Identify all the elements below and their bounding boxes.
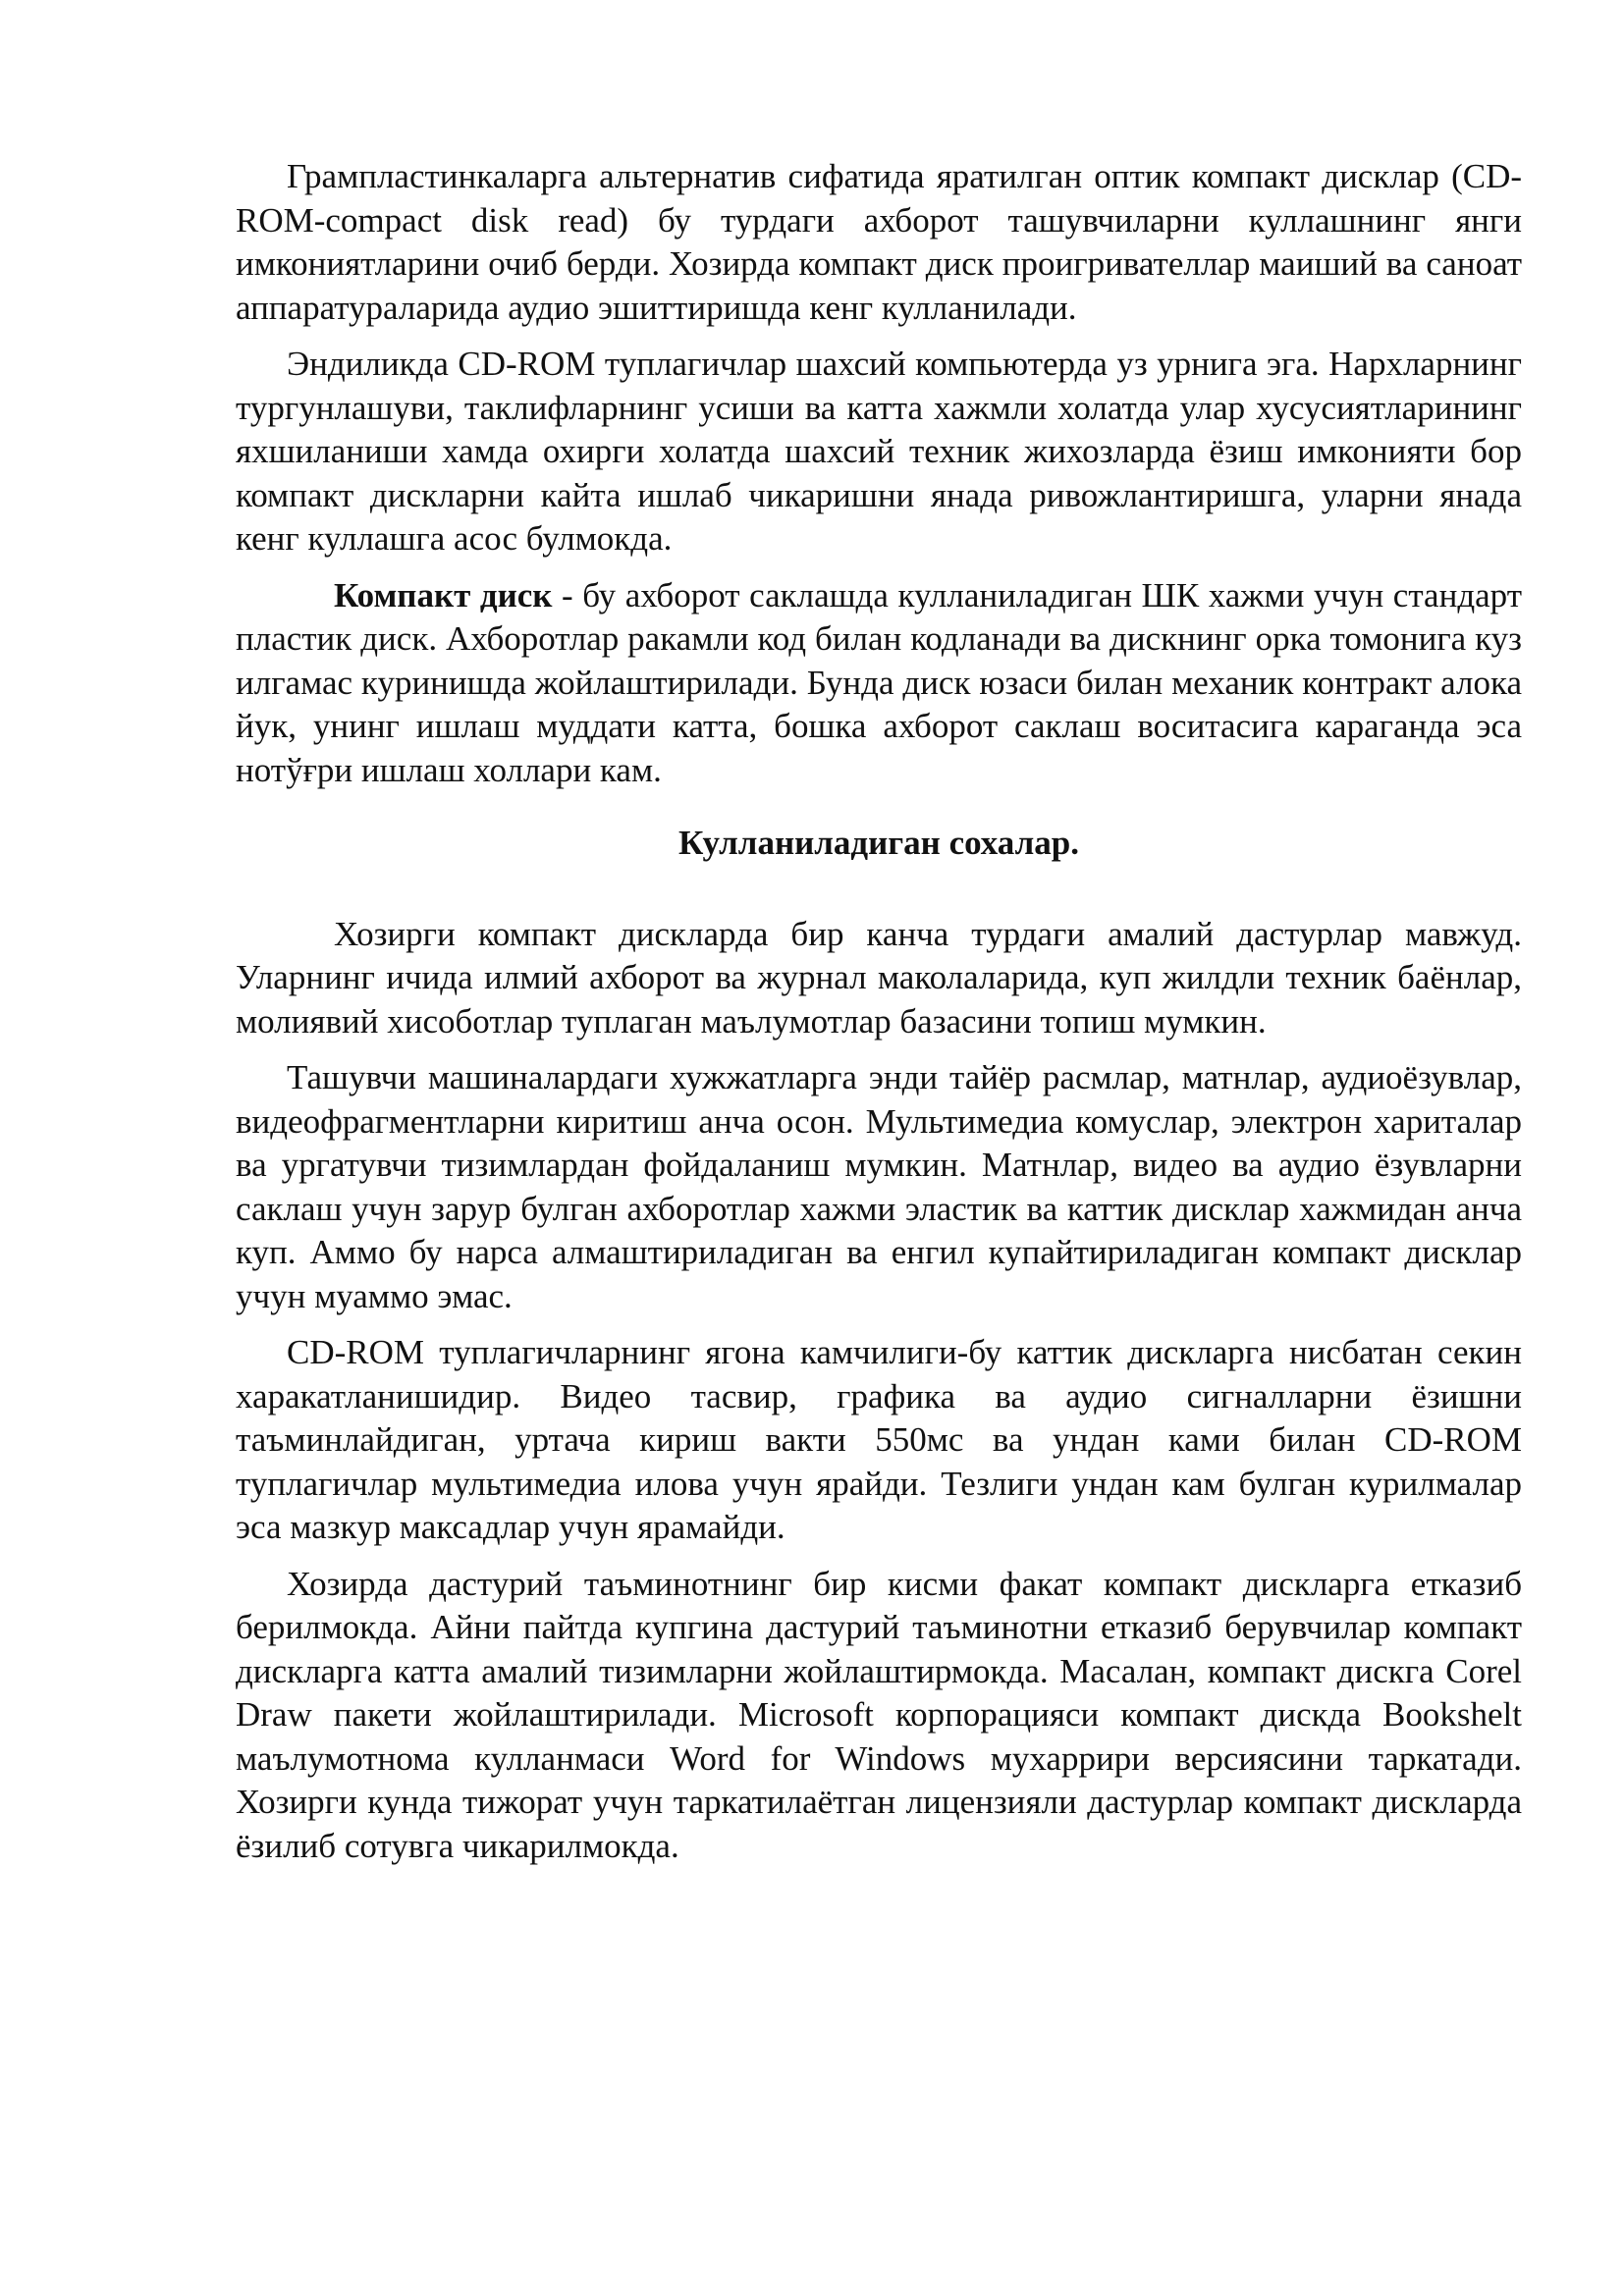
paragraph-software: Хозирда дастурий таъминотнинг бир кисми факат компакт дискларга етказиб берилмокда. Айни пайтда купгина дастурий таъминотни етказиб берувчилар компакт дискларга катта амалий тизимларни жойлаштирмокда. Масалан, компакт дискга Corel Draw пакети жойлаштирилади. Microsoft корпорацияси компакт дискда Bookshelt маълумотнома кулланмаси Word for Windows мухаррири версиясини таркатади. Хозирги кунда тижорат учун таркатилаётган лицензияли дастурлар компакт дискларда ёзилиб сотувга чикарилмокда. bbox=[236, 1564, 1522, 1865]
defined-term: Компакт диск bbox=[334, 575, 553, 614]
paragraph-drawbacks: CD-ROM туплагичларнинг ягона камчилиги-бу каттик дискларга нисбатан секин харакатланишидир. Видео тасвир, графика ва аудио сигналларни ёзишни таъминлайдиган, уртача кириш вакти 550мс ва ундан ками билан CD-ROM туплагичлар мультимедиа илова учун ярайди. Тезлиги ундан кам булган курилмалар эса мазкур максадлар учун ярамайди. bbox=[236, 1333, 1522, 1546]
paragraph-definition bbox=[236, 574, 1522, 793]
section-heading: Кулланиладиган сохалар. bbox=[678, 824, 1079, 862]
paragraph-applications: Хозирги компакт дискларда бир канча турдаги амалий дастурлар мавжуд. Уларнинг ичида илмий ахборот ва журнал маколаларида, куп жилдли техник баёнлар, молиявий хисоботлар туплаган маълумотлар базасини топиш мумкин. bbox=[236, 914, 1522, 1041]
paragraph-cd-rom-drives: Эндиликда CD-ROM туплагичлар шахсий компьютерда уз урнига эга. Нархларнинг тургунлашуви, таклифларнинг усиши ва катта хажмли холатда улар хусусиятларининг яхшиланиши хамда охирги холатда шахсий техник жихозларда ёзиш имконияти бор компакт дискларни кайта ишлаб чикаришни янада ривожлантиришга, уларни янада кенг куллашга асос булмокда. bbox=[236, 345, 1522, 558]
document-page bbox=[236, 155, 1522, 1881]
paragraph-multimedia: Ташувчи машиналардаги хужжатларга энди тайёр расмлар, матнлар, аудиоёзувлар, видеофрагментларни киритиш анча осон. Мультимедиа комуслар, электрон хариталар ва ургатувчи тизимлардан фойдаланиш мумкин. Матнлар, видео ва аудио ёзувларни саклаш учун зарур булган ахборотлар хажми эластик ва каттик дисклар хажмидан анча куп. Аммо бу нарса алмаштириладиган ва енгил купайтириладиган компакт дисклар учун муаммо эмас. bbox=[236, 1058, 1522, 1315]
definition-text: - бу ахборот саклашда кулланиладиган ШК хажми учун стандарт пластик диск. Ахборотлар ракамли код билан кодланади ва дискнинг орка томонига куз илгамас куринишда жойлаштирилади. Бунда диск юзаси билан механик контракт алока йук, унинг ишлаш муддати катта, бошка ахборот саклаш воситасига караганда эса нотўғри ишлаш холлари кам. bbox=[236, 575, 1522, 789]
paragraph-intro: Грампластинкаларга альтернатив сифатида яратилган оптик компакт дисклар (CD-ROM-compact disk read) бу турдаги ахборот ташувчиларни куллашнинг янги имкониятларини очиб берди. Хозирда компакт диск проигривателлар маиший ва саноат аппаратураларида аудио эшиттиришда кенг кулланилади. bbox=[236, 157, 1522, 327]
